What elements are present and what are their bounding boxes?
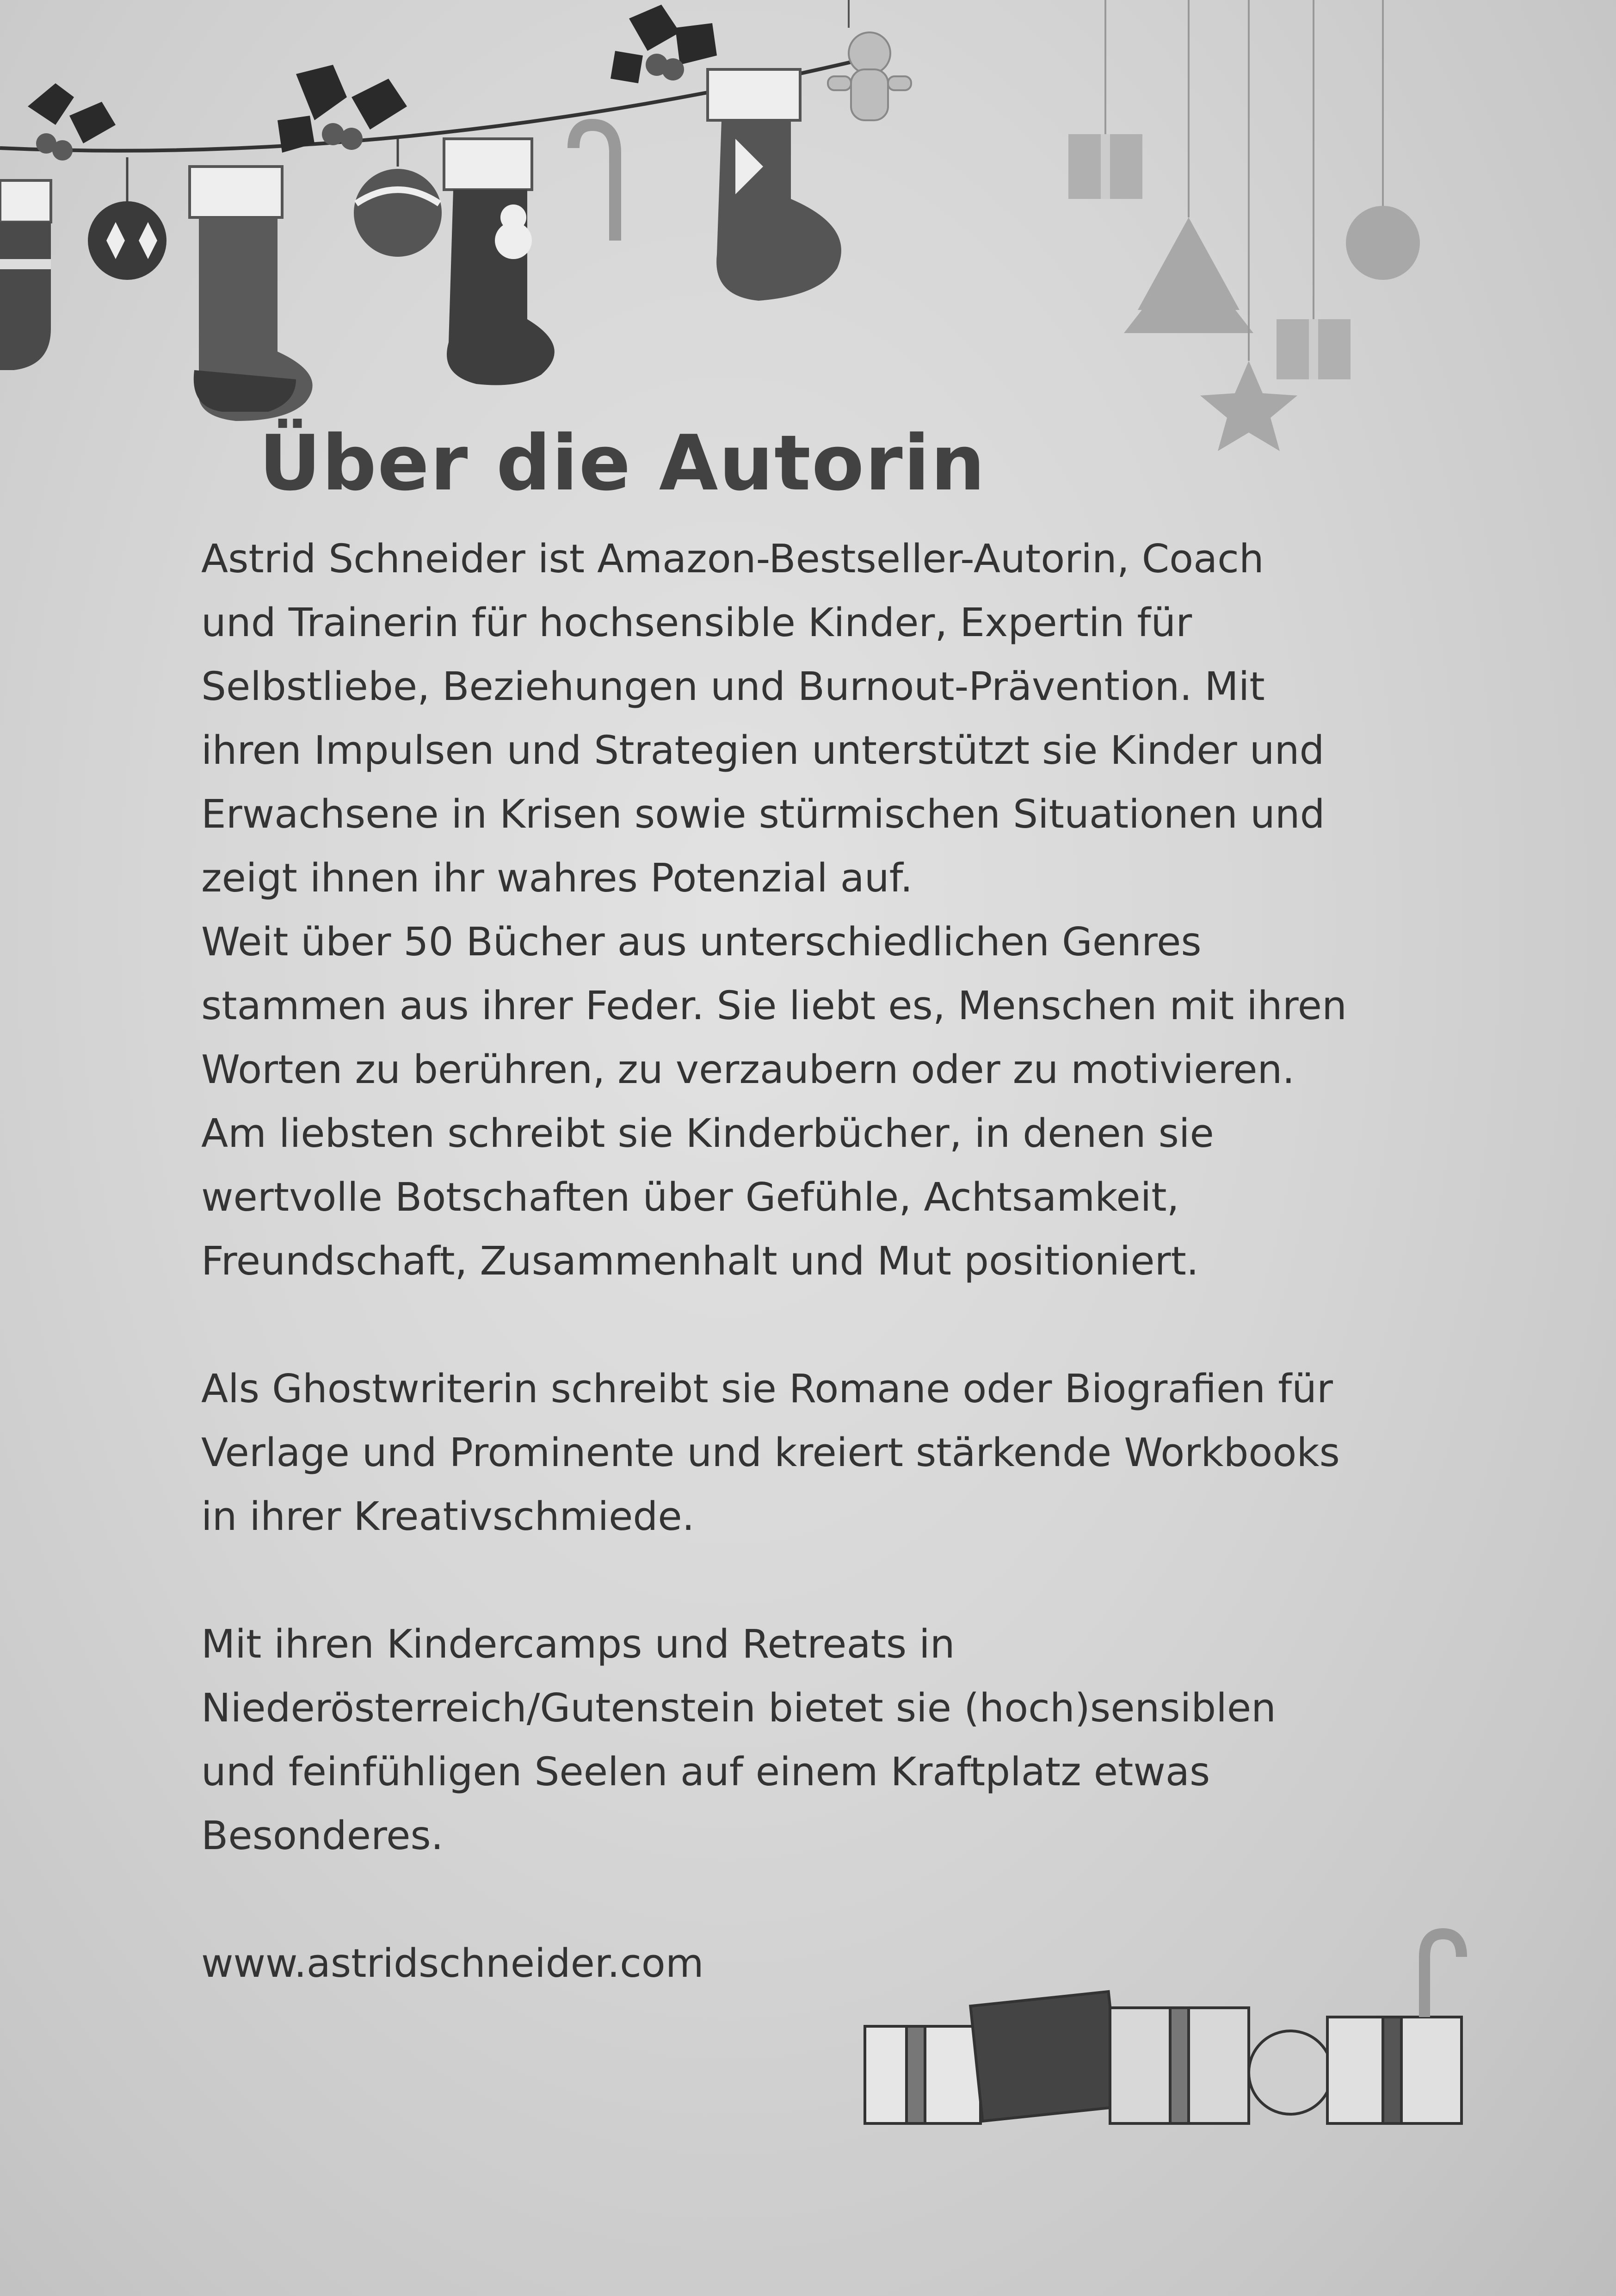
- stocking-icon: [444, 139, 555, 385]
- text-line: Niederösterreich/Gutenstein bietet sie (hoch)sensiblen: [201, 1685, 1277, 1731]
- text-line: Weit über 50 Bücher aus unterschiedlichen Genres: [201, 919, 1202, 965]
- text-line: zeigt ihnen ihr wahres Potenzial auf.: [201, 855, 913, 901]
- text-line: Am liebsten schreibt sie Kinderbücher, in denen sie: [201, 1111, 1214, 1157]
- text-line: und Trainerin für hochsensible Kinder, Expertin für: [201, 600, 1192, 646]
- text-line: Verlage und Prominente und kreiert stärkende Workbooks: [201, 1430, 1340, 1476]
- christmas-tree-icon: [1124, 0, 1253, 333]
- bio-paragraph-ghostwriting: [201, 1357, 1450, 1549]
- holly-icon: [611, 5, 717, 83]
- stocking-icon: [708, 69, 841, 301]
- bio-paragraph-intro: [201, 527, 1450, 1293]
- page-title: Über die Autorin: [259, 419, 986, 507]
- text-line: Astrid Schneider ist Amazon-Bestseller-Autorin, Coach: [201, 536, 1264, 582]
- ornament-icon: [88, 157, 167, 280]
- text-line: stammen aus ihrer Feder. Sie liebt es, Menschen mit ihren: [201, 983, 1347, 1029]
- text-line: Selbstliebe, Beziehungen und Burnout-Prävention. Mit: [201, 664, 1265, 710]
- website-url[interactable]: www.astridschneider.com: [201, 1941, 704, 1987]
- text-line: Besonderes.: [201, 1813, 444, 1859]
- text-line: und feinfühligen Seelen auf einem Kraftplatz etwas: [201, 1749, 1210, 1795]
- text-line: Freundschaft, Zusammenhalt und Mut positioniert.: [201, 1238, 1199, 1284]
- star-icon: [1200, 0, 1297, 451]
- text-line: Worten zu berühren, zu verzaubern oder zu motivieren.: [201, 1047, 1295, 1093]
- website-link[interactable]: [201, 1932, 1450, 1996]
- candy-cane-icon: [574, 125, 615, 241]
- bio-paragraph-camps: [201, 1613, 1450, 1868]
- stocking-icon: [190, 167, 313, 421]
- text-line: Mit ihren Kindercamps und Retreats in: [201, 1621, 955, 1667]
- gift-box-icon: [1277, 0, 1351, 379]
- ornament-icon: [1346, 0, 1420, 280]
- text-line: Als Ghostwriterin schreibt sie Romane oder Biografien für: [201, 1366, 1333, 1412]
- ornament-icon: [354, 139, 442, 257]
- text-line: in ihrer Kreativschmiede.: [201, 1494, 695, 1540]
- text-line: wertvolle Botschaften über Gefühle, Achtsamkeit,: [201, 1175, 1179, 1220]
- gift-box-icon: [1068, 0, 1142, 199]
- gingerbread-man-icon: [828, 0, 911, 120]
- stocking-icon: [0, 180, 51, 370]
- author-bio: [201, 527, 1450, 1996]
- text-line: ihren Impulsen und Strategien unterstützt sie Kinder und: [201, 728, 1325, 774]
- text-line: Erwachsene in Krisen sowie stürmischen Situationen und: [201, 792, 1325, 837]
